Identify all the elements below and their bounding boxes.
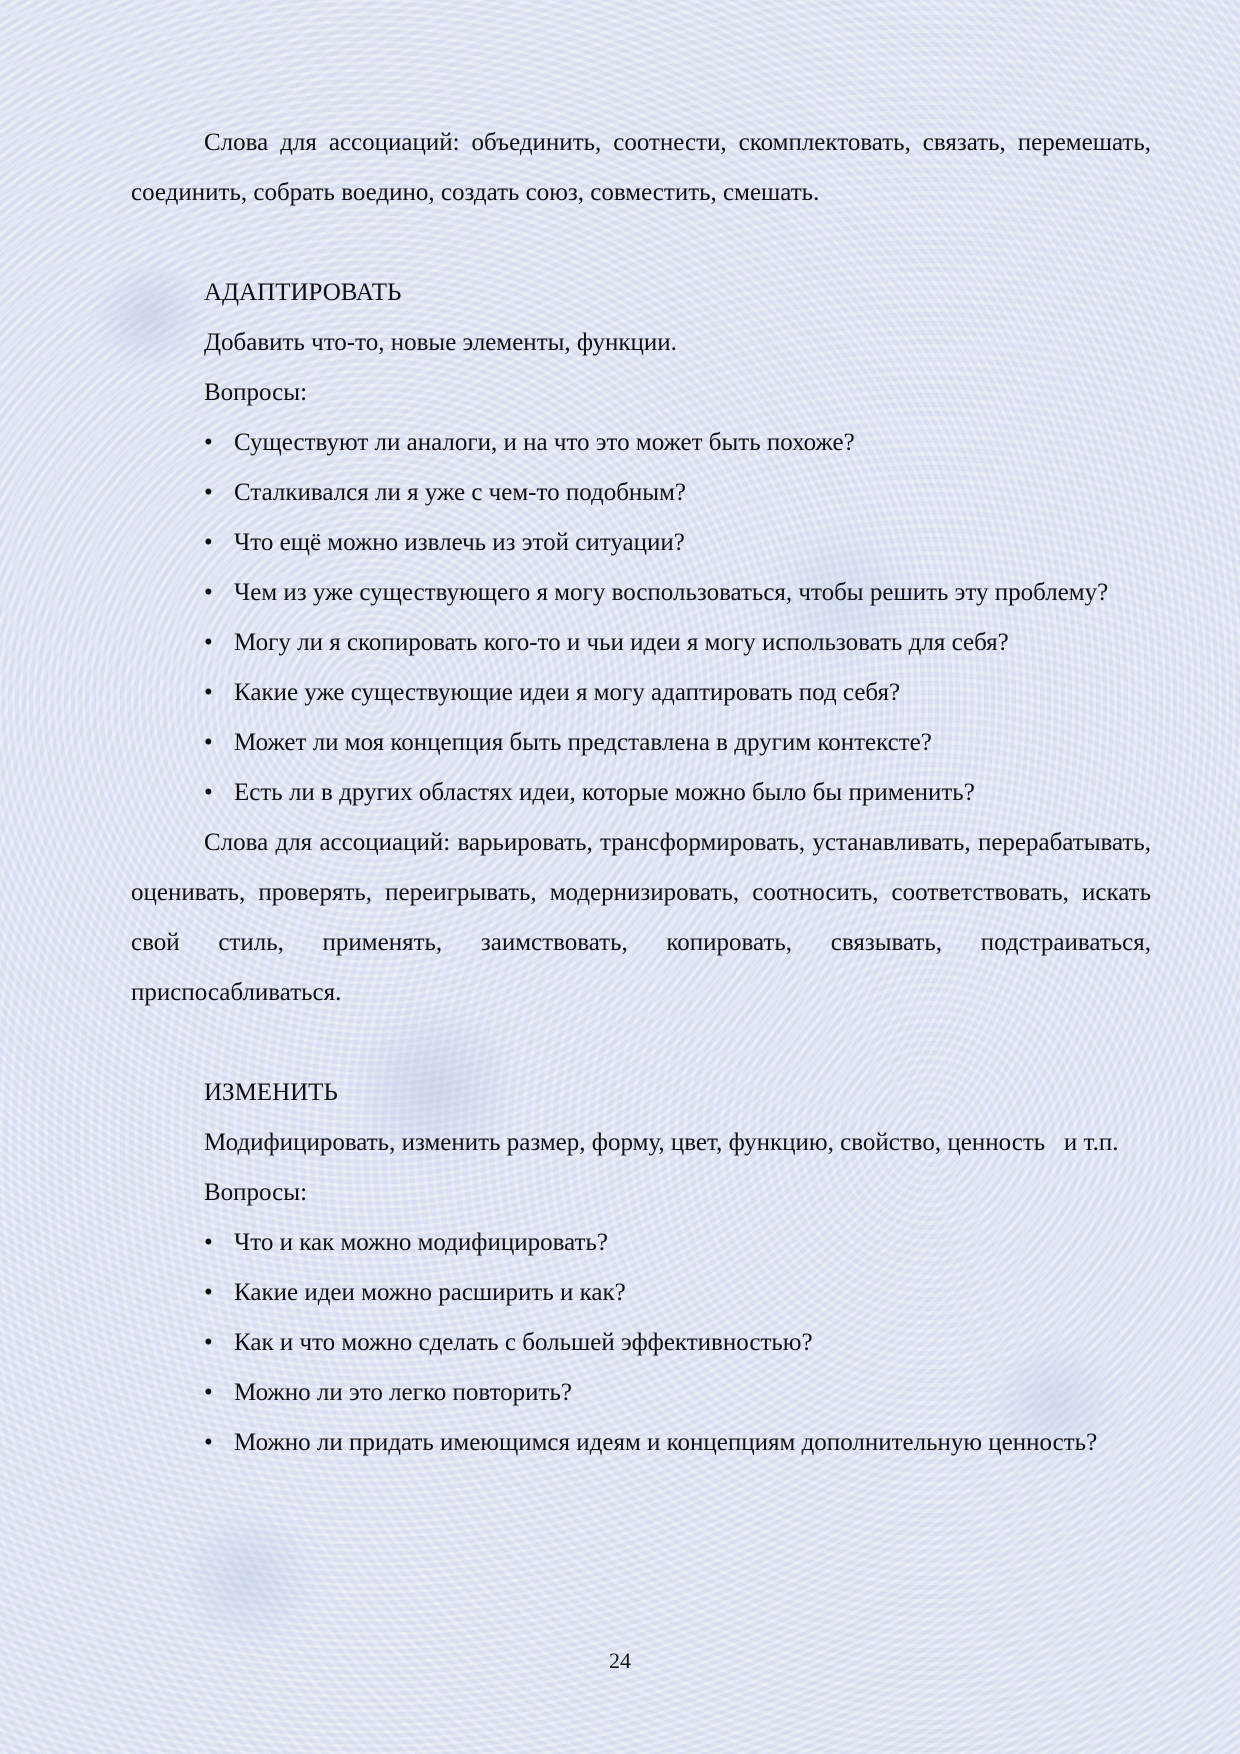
bullet-icon: •: [204, 579, 213, 606]
bullet-icon: •: [204, 629, 213, 656]
bullet-icon: •: [204, 1329, 213, 1356]
list-item: [131, 468, 1151, 518]
list-item: [131, 768, 1151, 818]
list-item-text: Можно ли это легко повторить?: [234, 1379, 572, 1406]
list-item: [131, 1218, 1151, 1268]
list-item: [131, 668, 1151, 718]
section-heading-adapt: АДАПТИРОВАТЬ: [204, 279, 402, 306]
list-item-text: Можно ли придать имеющимся идеям и концепциям дополнительную ценность?: [234, 1429, 1098, 1456]
list-item: [131, 718, 1151, 768]
page-content: [131, 118, 1151, 1468]
list-item-text: Как и что можно сделать с большей эффективностью?: [234, 1329, 813, 1356]
bullet-icon: •: [204, 779, 213, 806]
list-item-text: Существуют ли аналоги, и на что это может быть похоже?: [234, 429, 855, 456]
section-gap: [131, 1018, 1151, 1068]
bullet-icon: •: [204, 1229, 213, 1256]
list-item-text: Чем из уже существующего я могу воспользоваться, чтобы решить эту проблему?: [234, 579, 1109, 606]
bullet-icon: •: [204, 729, 213, 756]
list-item: [131, 418, 1151, 468]
association-words-paragraph: Слова для ассоциаций: объединить, соотнести, скомплектовать, связать, перемешать, соединить, собрать воедино, создать союз, совместить, смешать.: [131, 129, 1151, 206]
questions-label: Вопросы:: [204, 1179, 308, 1206]
bullet-icon: •: [204, 1279, 213, 1306]
section-heading-change: ИЗМЕНИТЬ: [204, 1079, 338, 1106]
section-description: Модифицировать, изменить размер, форму, цвет, функцию, свойство, ценность и т.п.: [204, 1129, 1119, 1156]
list-item: [131, 1318, 1151, 1368]
list-item: [131, 618, 1151, 668]
list-item-text: Какие идеи можно расширить и как?: [234, 1279, 626, 1306]
bullet-icon: •: [204, 479, 213, 506]
list-item-text: Сталкивался ли я уже с чем-то подобным?: [234, 479, 687, 506]
list-item-text: Какие уже существующие идеи я могу адаптировать под себя?: [234, 679, 901, 706]
list-item: [131, 1418, 1151, 1468]
questions-label: Вопросы:: [204, 379, 308, 406]
bullet-icon: •: [204, 1429, 213, 1456]
page-number: 24: [609, 1648, 631, 1673]
list-item-text: Может ли моя концепция быть представлена в другим контексте?: [234, 729, 932, 756]
list-item: [131, 518, 1151, 568]
list-item-text: Есть ли в других областях идеи, которые можно было бы применить?: [234, 779, 975, 806]
section-description: Добавить что-то, новые элементы, функции.: [204, 329, 677, 356]
list-item: [131, 568, 1151, 618]
section-gap: [131, 218, 1151, 268]
list-item: [131, 1368, 1151, 1418]
list-item-text: Что и как можно модифицировать?: [234, 1229, 608, 1256]
association-words-paragraph: Слова для ассоциаций: варьировать, трансформировать, устанавливать, перерабатывать, оценивать, проверять, переигрывать, модернизировать, соотносить, соответствовать, искать свой стиль, применять, заимствовать, копировать, связывать, подстраиваться, приспосабливаться.: [131, 829, 1151, 1006]
list-item-text: Что ещё можно извлечь из этой ситуации?: [234, 529, 685, 556]
list-item: [131, 1268, 1151, 1318]
bullet-icon: •: [204, 1379, 213, 1406]
bullet-icon: •: [204, 429, 213, 456]
bullet-icon: •: [204, 529, 213, 556]
bullet-icon: •: [204, 679, 213, 706]
list-item-text: Могу ли я скопировать кого-то и чьи идеи я могу использовать для себя?: [234, 629, 1009, 656]
